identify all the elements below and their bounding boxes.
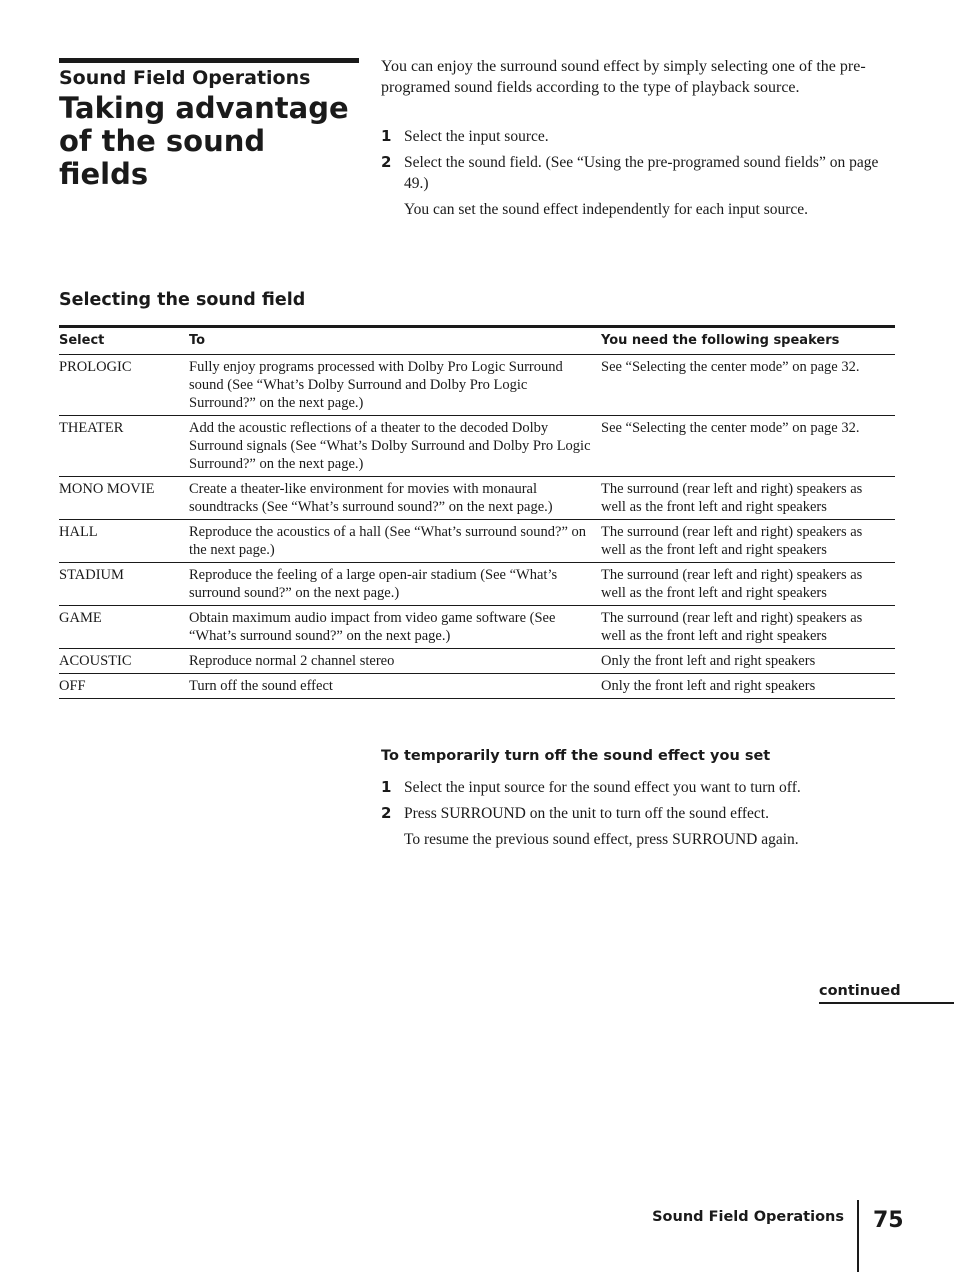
footer-section-label: Sound Field Operations bbox=[652, 1209, 844, 1225]
cell-to: Reproduce the feeling of a large open-air stadium (See “What’s surround sound?” on the next page.) bbox=[189, 563, 601, 606]
sound-field-table bbox=[59, 325, 895, 699]
cell-to: Reproduce the acoustics of a hall (See “What’s surround sound?” on the next page.) bbox=[189, 520, 601, 563]
cell-select: ACOUSTIC bbox=[59, 649, 189, 674]
continued-rule bbox=[819, 1002, 954, 1004]
cell-select: PROLOGIC bbox=[59, 355, 189, 416]
cell-select: HALL bbox=[59, 520, 189, 563]
section-label: Sound Field Operations bbox=[59, 67, 311, 89]
column-header-to: To bbox=[189, 327, 601, 355]
table-row bbox=[59, 674, 895, 699]
step-number: 1 bbox=[381, 127, 392, 145]
cell-select: GAME bbox=[59, 606, 189, 649]
cell-speakers: The surround (rear left and right) speakers as well as the front left and right speakers bbox=[601, 520, 895, 563]
table-row bbox=[59, 649, 895, 674]
step-number: 2 bbox=[381, 804, 392, 822]
step-text: Select the input source. bbox=[404, 128, 549, 145]
cell-to: Reproduce normal 2 channel stereo bbox=[189, 649, 601, 674]
cell-to: Create a theater-like environment for movies with monaural soundtracks (See “What’s surround sound?” on the next page.) bbox=[189, 477, 601, 520]
cell-speakers: See “Selecting the center mode” on page 32. bbox=[601, 416, 895, 477]
turn-off-steps bbox=[381, 777, 901, 850]
cell-to: Fully enjoy programs processed with Dolby Pro Logic Surround sound (See “What’s Dolby Surround and Dolby Pro Logic Surround?” on the next page.) bbox=[189, 355, 601, 416]
cell-to: Obtain maximum audio impact from video game software (See “What’s surround sound?” on the next page.) bbox=[189, 606, 601, 649]
cell-speakers: Only the front left and right speakers bbox=[601, 674, 895, 699]
page-number: 75 bbox=[873, 1208, 904, 1233]
cell-select: THEATER bbox=[59, 416, 189, 477]
step-number: 1 bbox=[381, 778, 392, 796]
step-text: Press SURROUND on the unit to turn off the sound effect. bbox=[404, 805, 769, 822]
turn-off-heading: To temporarily turn off the sound effect you set bbox=[381, 748, 771, 764]
table-row bbox=[59, 477, 895, 520]
table-header-row bbox=[59, 327, 895, 355]
cell-to: Turn off the sound effect bbox=[189, 674, 601, 699]
cell-speakers: Only the front left and right speakers bbox=[601, 649, 895, 674]
table-row bbox=[59, 520, 895, 563]
step-text: Select the sound field. (See “Using the pre-programed sound fields” on page 49.) bbox=[404, 154, 879, 192]
continued-label: continued bbox=[819, 983, 901, 999]
cell-to: Add the acoustic reflections of a theater to the decoded Dolby Surround signals (See “What’s Dolby Surround and Dolby Pro Logic Surround?” on the next page.) bbox=[189, 416, 601, 477]
step-note: You can set the sound effect independently for each input source. bbox=[404, 201, 809, 218]
footer-divider bbox=[857, 1200, 859, 1272]
step-note: To resume the previous sound effect, press SURROUND again. bbox=[404, 831, 799, 848]
table-row bbox=[59, 563, 895, 606]
table-row bbox=[59, 416, 895, 477]
column-header-select: Select bbox=[59, 327, 189, 355]
table-row bbox=[59, 606, 895, 649]
cell-speakers: The surround (rear left and right) speakers as well as the front left and right speakers bbox=[601, 477, 895, 520]
cell-select: STADIUM bbox=[59, 563, 189, 606]
intro-paragraph: You can enjoy the surround sound effect by simply selecting one of the pre-programed sound fields according to the type of playback source. bbox=[381, 58, 866, 96]
step-number: 2 bbox=[381, 153, 392, 171]
cell-speakers: The surround (rear left and right) speakers as well as the front left and right speakers bbox=[601, 606, 895, 649]
step-text: Select the input source for the sound effect you want to turn off. bbox=[404, 779, 801, 796]
steps-list bbox=[381, 126, 901, 220]
cell-select: MONO MOVIE bbox=[59, 477, 189, 520]
cell-select: OFF bbox=[59, 674, 189, 699]
cell-speakers: The surround (rear left and right) speakers as well as the front left and right speakers bbox=[601, 563, 895, 606]
step-item bbox=[381, 777, 901, 798]
table-row bbox=[59, 355, 895, 416]
step-item bbox=[381, 126, 901, 147]
step-item bbox=[381, 803, 901, 824]
page-title: Taking advantage of the sound fields bbox=[59, 91, 349, 191]
cell-speakers: See “Selecting the center mode” on page 32. bbox=[601, 355, 895, 416]
header-rule bbox=[59, 58, 359, 63]
selecting-heading: Selecting the sound field bbox=[59, 290, 306, 310]
step-item bbox=[381, 152, 901, 194]
column-header-speakers: You need the following speakers bbox=[601, 327, 895, 355]
